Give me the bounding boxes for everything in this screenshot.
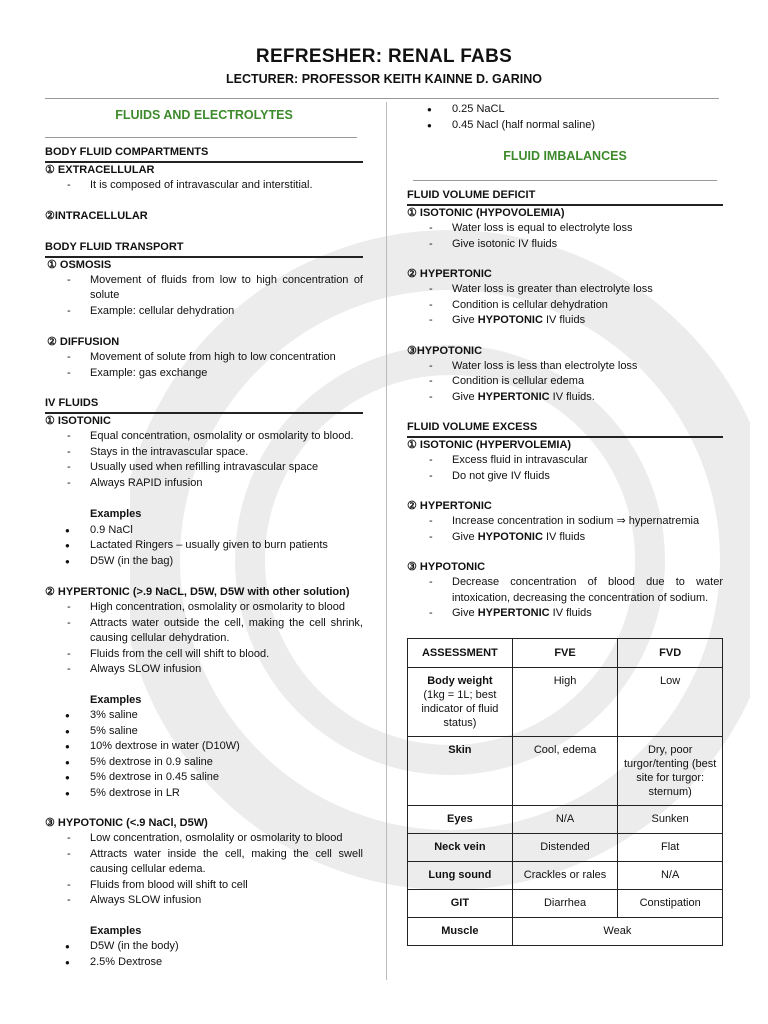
list-item: - High concentration, osmolality or osmolarity to blood xyxy=(45,600,363,616)
text-fragment: Give xyxy=(452,390,478,403)
list-item: ● 0.45 Nacl (half normal saline) xyxy=(407,118,723,134)
table-cell: Crackles or rales xyxy=(512,861,618,889)
row-header: Muscle xyxy=(408,917,513,945)
list-item: ● 3% saline xyxy=(45,708,363,724)
text-fragment: IV fluids. xyxy=(549,390,595,403)
list-fvd-hypotonic xyxy=(407,359,723,406)
list-item: - Example: cellular dehydration xyxy=(45,304,363,320)
list-item: - Fluids from the cell will shift to blood. xyxy=(45,647,363,663)
sub-diffusion: ② DIFFUSION xyxy=(47,336,120,348)
list-item: - Condition is cellular dehydration xyxy=(407,298,723,314)
list-item: - Low concentration, osmolality or osmolarity to blood xyxy=(45,831,363,847)
heading-fve: FLUID VOLUME EXCESS xyxy=(407,421,538,433)
list-item xyxy=(407,313,723,329)
table-cell: N/A xyxy=(618,861,723,889)
sub-hypotonic: ③ HYPOTONIC (<.9 NaCl, D5W) xyxy=(45,817,208,829)
sub-fvd-isotonic: ① ISOTONIC (HYPOVOLEMIA) xyxy=(407,207,565,219)
list-item: - Attracts water outside the cell, making the cell shrink, causing cellular dehydration. xyxy=(45,616,363,647)
table-row xyxy=(408,805,723,833)
list-item: - Always RAPID infusion xyxy=(45,476,363,492)
list-item: ● D5W (in the bag) xyxy=(45,554,363,570)
table-cell: Dry, poor turgor/tenting (best site for turgor: sternum) xyxy=(618,736,723,805)
table-cell: N/A xyxy=(512,805,618,833)
row-note: (1kg = 1L; best indicator of fluid status) xyxy=(421,688,499,729)
section-title-fluids: FLUIDS AND ELECTROLYTES xyxy=(115,108,293,122)
list-item: ● 0.25 NaCL xyxy=(407,102,723,118)
list-hypertonic-examples xyxy=(45,708,363,801)
table-cell: Distended xyxy=(512,833,618,861)
emphasis: HYPOTONIC xyxy=(477,314,543,326)
heading-transport: BODY FLUID TRANSPORT xyxy=(45,240,184,253)
table-cell: Weak xyxy=(512,917,722,945)
sub-osmosis: ① OSMOSIS xyxy=(47,258,112,271)
sub-fvd-hypertonic: ② HYPERTONIC xyxy=(407,268,492,280)
list-item: ● 5% saline xyxy=(45,724,363,740)
list-extracellular xyxy=(45,178,363,194)
list-hypotonic xyxy=(45,831,363,909)
row-header: GIT xyxy=(408,889,513,917)
table-cell: Constipation xyxy=(618,889,723,917)
heading-compartments: BODY FLUID COMPARTMENTS xyxy=(45,146,209,158)
list-item: - Increase concentration in sodium ⇒ hypernatremia xyxy=(407,514,723,530)
list-item: - Stays in the intravascular space. xyxy=(45,445,363,461)
list-fve-hypotonic xyxy=(407,575,723,622)
list-item: - Water loss is less than electrolyte loss xyxy=(407,359,723,375)
list-item: ● D5W (in the body) xyxy=(45,939,363,955)
list-item: ● 5% dextrose in LR xyxy=(45,786,363,802)
table-row xyxy=(408,861,723,889)
row-header: Lung sound xyxy=(408,861,513,889)
examples-label: Examples xyxy=(90,924,142,937)
row-header xyxy=(408,667,513,736)
emphasis: HYPERTONIC xyxy=(477,390,550,403)
list-item: - Always SLOW infusion xyxy=(45,662,363,678)
emphasis: HYPOTONIC xyxy=(477,530,543,543)
list-item: - Movement of solute from high to low concentration xyxy=(45,350,363,366)
table-row xyxy=(408,889,723,917)
text-fragment: IV fluids xyxy=(542,530,586,543)
list-item: - Attracts water inside the cell, making the cell swell causing cellular edema. xyxy=(45,847,363,878)
row-header: Skin xyxy=(408,736,513,805)
list-hypotonic-examples xyxy=(45,939,363,970)
list-fvd-hypertonic xyxy=(407,282,723,329)
examples-label: Examples xyxy=(90,693,142,706)
emphasis: HYPERTONIC xyxy=(477,607,550,619)
sub-isotonic: ① ISOTONIC xyxy=(45,415,111,427)
table-header-row xyxy=(408,638,723,667)
table-row xyxy=(408,736,723,805)
list-item: - It is composed of intravascular and interstitial. xyxy=(45,178,363,194)
list-isotonic xyxy=(45,429,363,491)
lecturer-line: LECTURER: PROFESSOR KEITH KAINNE D. GARINO xyxy=(226,72,542,86)
examples-label: Examples xyxy=(90,508,142,520)
list-item: - Usually used when refilling intravascular space xyxy=(45,460,363,476)
list-item: - Water loss is greater than electrolyte loss xyxy=(407,282,723,298)
sub-intracellular: ②INTRACELLULAR xyxy=(45,209,148,222)
sub-hypertonic: ② HYPERTONIC (>.9 NaCL, D5W, D5W with other solution) xyxy=(45,586,350,598)
list-item: - Fluids from blood will shift to cell xyxy=(45,878,363,894)
list-item: - Movement of fluids from low to high concentration of solute xyxy=(45,273,363,304)
row-header: Eyes xyxy=(408,805,513,833)
text-fragment: Give xyxy=(452,530,478,543)
list-fve-isotonic xyxy=(407,453,723,484)
row-header: Neck vein xyxy=(408,833,513,861)
list-item: - Example: gas exchange xyxy=(45,366,363,382)
list-diffusion xyxy=(45,350,363,381)
list-item: - Condition is cellular edema xyxy=(407,374,723,390)
list-item: ● 2.5% Dextrose xyxy=(45,955,363,971)
list-item: - Excess fluid in intravascular xyxy=(407,453,723,469)
heading-iv-fluids: IV FLUIDS xyxy=(45,397,99,409)
table-cell: Cool, edema xyxy=(512,736,618,805)
section-title-imbalances: FLUID IMBALANCES xyxy=(503,149,627,163)
list-hypertonic xyxy=(45,600,363,678)
sub-fve-hypertonic: ② HYPERTONIC xyxy=(407,500,492,512)
text-fragment: Give xyxy=(452,314,478,326)
heading-fvd: FLUID VOLUME DEFICIT xyxy=(407,189,536,201)
sub-fve-isotonic: ① ISOTONIC (HYPERVOLEMIA) xyxy=(407,439,572,451)
document-header xyxy=(0,44,768,88)
list-item: ● 5% dextrose in 0.45 saline xyxy=(45,770,363,786)
column-header: FVE xyxy=(512,638,618,667)
list-item: - Water loss is equal to electrolyte loss xyxy=(407,221,723,237)
table-cell: High xyxy=(512,667,618,736)
table-row xyxy=(408,917,723,945)
text-fragment: Give xyxy=(452,607,478,619)
table-row xyxy=(408,667,723,736)
page-title: REFRESHER: RENAL FABS xyxy=(255,46,513,67)
text-fragment: IV fluids xyxy=(549,607,592,619)
list-item: - Give isotonic IV fluids xyxy=(407,237,723,253)
list-item: - Equal concentration, osmolality or osmolarity to blood. xyxy=(45,429,363,445)
list-item xyxy=(407,530,723,546)
row-label: Body weight xyxy=(427,674,493,687)
sub-fve-hypotonic: ③ HYPOTONIC xyxy=(407,561,486,573)
left-column xyxy=(45,102,363,970)
table-cell: Diarrhea xyxy=(512,889,618,917)
column-divider xyxy=(386,102,387,980)
sub-extracellular: ① EXTRACELLULAR xyxy=(45,164,155,176)
list-item: ● Lactated Ringers – usually given to burn patients xyxy=(45,538,363,554)
list-osmosis xyxy=(45,273,363,320)
sub-fvd-hypotonic: ③HYPOTONIC xyxy=(407,344,483,357)
list-fvd-isotonic xyxy=(407,221,723,252)
column-header: ASSESSMENT xyxy=(408,638,513,667)
right-column xyxy=(407,102,723,946)
list-item: - Always SLOW infusion xyxy=(45,893,363,909)
list-item: ● 5% dextrose in 0.9 saline xyxy=(45,755,363,771)
list-isotonic-examples xyxy=(45,523,363,570)
column-header: FVD xyxy=(618,638,723,667)
list-item: ● 0.9 NaCl xyxy=(45,523,363,539)
list-continued-examples xyxy=(407,102,723,133)
list-item xyxy=(407,390,723,406)
list-item: - Do not give IV fluids xyxy=(407,469,723,485)
list-item: ● 10% dextrose in water (D10W) xyxy=(45,739,363,755)
table-cell: Low xyxy=(618,667,723,736)
assessment-table xyxy=(407,638,723,946)
header-divider xyxy=(45,98,719,99)
list-fve-hypertonic xyxy=(407,514,723,545)
table-cell: Sunken xyxy=(618,805,723,833)
text-fragment: IV fluids xyxy=(542,314,586,326)
list-item: - Decrease concentration of blood due to water intoxication, decreasing the concentration of sodium. xyxy=(407,575,723,606)
table-row xyxy=(408,833,723,861)
table-cell: Flat xyxy=(618,833,723,861)
list-item xyxy=(407,606,723,622)
